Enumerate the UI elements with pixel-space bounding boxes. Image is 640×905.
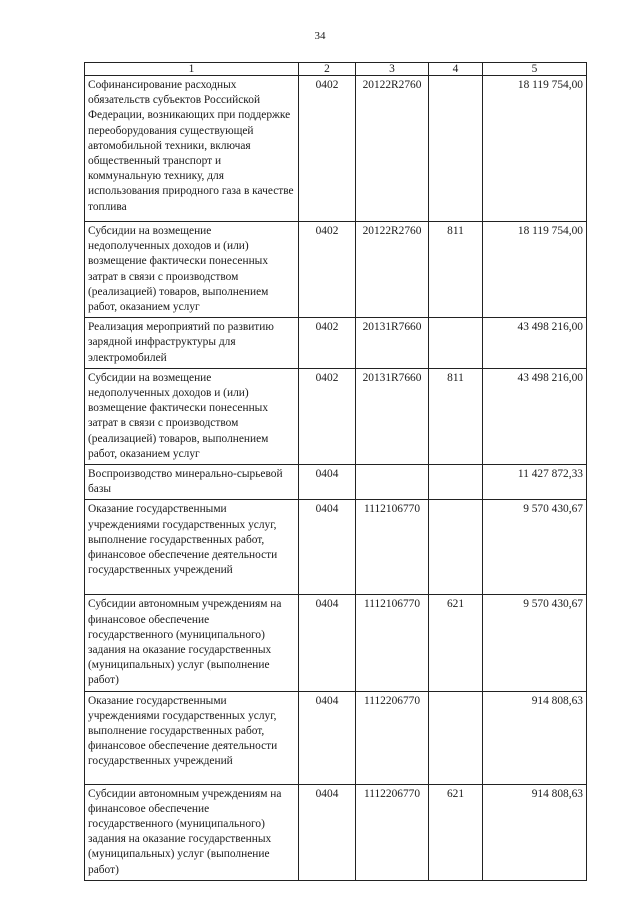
table-row [85,368,587,464]
row-type [429,691,483,784]
header-row [85,63,587,76]
row-target: 1112206770 [356,691,429,784]
row-target: 20131R7660 [356,318,429,369]
row-name: Оказание государственными учреждениями государственных услуг, выполнение государственных работ, финансовое обеспечение деятельности государственных учреждений [85,500,299,595]
row-name: Субсидии на возмещение недополученных доходов и (или) возмещение фактически понесенных затрат в связи с производством (реализацией) товаров, выполнением работ, оказанием услуг [85,368,299,464]
row-type: 621 [429,784,483,880]
header-type: 4 [429,63,483,76]
row-type: 621 [429,595,483,691]
row-target: 1112106770 [356,500,429,595]
row-type: 811 [429,368,483,464]
row-section: 0404 [299,691,356,784]
row-name: Софинансирование расходных обязательств субъектов Российской Федерации, возникающих при поддержке переоборудования существующей автомобильной техники, включая общественный транспорт и коммунальную технику, для использования природного газа в качестве топлива [85,76,299,222]
row-type [429,500,483,595]
row-amount: 43 498 216,00 [483,318,587,369]
row-name: Субсидии автономным учреждениям на финансовое обеспечение государственного (муниципального) задания на оказание государственных (муниципальных) услуг (выполнение работ) [85,595,299,691]
row-section: 0402 [299,222,356,318]
header-amount: 5 [483,63,587,76]
table-row [85,222,587,318]
header-target: 3 [356,63,429,76]
row-target: 20122R2760 [356,222,429,318]
row-amount: 43 498 216,00 [483,368,587,464]
table-row [85,465,587,500]
row-amount: 18 119 754,00 [483,222,587,318]
row-section: 0402 [299,76,356,222]
row-type: 811 [429,222,483,318]
row-name: Субсидии автономным учреждениям на финансовое обеспечение государственного (муниципального) задания на оказание государственных (муниципальных) услуг (выполнение работ) [85,784,299,880]
row-amount: 914 808,63 [483,784,587,880]
header-name: 1 [85,63,299,76]
header-section: 2 [299,63,356,76]
table-row [85,595,587,691]
row-name: Воспроизводство минерально-сырьевой базы [85,465,299,500]
row-amount: 914 808,63 [483,691,587,784]
budget-table [84,62,587,881]
table-row [85,784,587,880]
row-target [356,465,429,500]
row-section: 0404 [299,500,356,595]
row-amount: 11 427 872,33 [483,465,587,500]
row-section: 0404 [299,465,356,500]
row-amount: 18 119 754,00 [483,76,587,222]
table-row [85,691,587,784]
row-type [429,76,483,222]
row-target: 20131R7660 [356,368,429,464]
row-section: 0402 [299,368,356,464]
page-number: 34 [314,30,326,42]
row-target: 1112206770 [356,784,429,880]
row-type [429,465,483,500]
row-section: 0402 [299,318,356,369]
table-row [85,76,587,222]
row-name: Реализация мероприятий по развитию зарядной инфраструктуры для электромобилей [85,318,299,369]
row-target: 1112106770 [356,595,429,691]
row-section: 0404 [299,595,356,691]
row-name: Оказание государственными учреждениями государственных услуг, выполнение государственных работ, финансовое обеспечение деятельности государственных учреждений [85,691,299,784]
row-section: 0404 [299,784,356,880]
row-name: Субсидии на возмещение недополученных доходов и (или) возмещение фактически понесенных затрат в связи с производством (реализацией) товаров, выполнением работ, оказанием услуг [85,222,299,318]
row-target: 20122R2760 [356,76,429,222]
row-type [429,318,483,369]
table-row [85,500,587,595]
row-amount: 9 570 430,67 [483,500,587,595]
row-amount: 9 570 430,67 [483,595,587,691]
table-row [85,318,587,369]
